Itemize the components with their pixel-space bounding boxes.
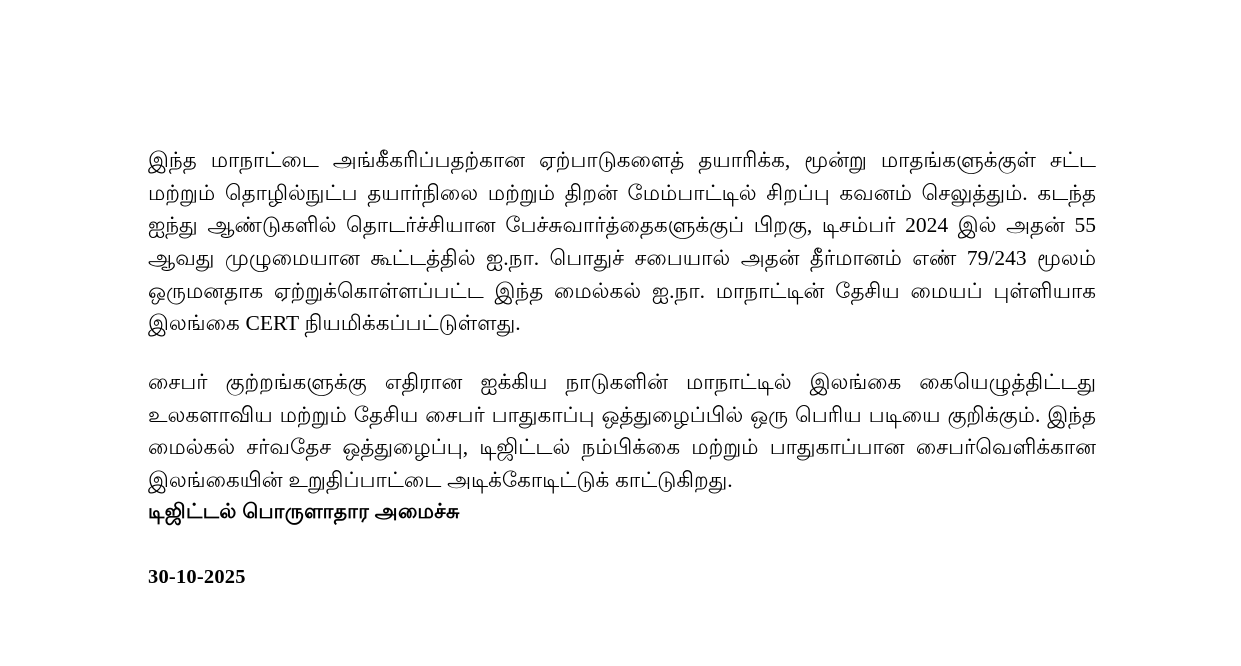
paragraph-1: இந்த மாநாட்டை அங்கீகரிப்பதற்கான ஏற்பாடுகளைத் தயாரிக்க, மூன்று மாதங்களுக்குள் சட்ட மற்றும் தொழில்நுட்ப தயார்நிலை மற்றும் திறன் மேம்பாட்டில் சிறப்பு கவனம் செலுத்தும். கடந்த ஐந்து ஆண்டுகளில் தொடர்ச்சியான பேச்சுவார்த்தைகளுக்குப் பிறகு, டிசம்பர் 2024 இல் அதன் 55 ஆவது முழுமையான கூட்டத்தில் ஐ.நா. பொதுச் சபையால் அதன் தீர்மானம் எண் 79/243 மூலம் ஒருமனதாக ஏற்றுக்கொள்ளப்பட்ட இந்த மைல்கல் ஐ.நா. மாநாட்டின் தேசிய மையப் புள்ளியாக இலங்கை CERT நியமிக்கப்பட்டுள்ளது. bbox=[148, 148, 1096, 336]
ministry-name: டிஜிட்டல் பொருளாதார அமைச்சு bbox=[148, 501, 460, 523]
document-body bbox=[148, 144, 1096, 497]
signature-block bbox=[148, 498, 1096, 591]
document-date: 30-10-2025 bbox=[148, 565, 246, 588]
paragraph-2: சைபர் குற்றங்களுக்கு எதிரான ஐக்கிய நாடுகளின் மாநாட்டில் இலங்கை கையெழுத்திட்டது உலகளாவிய மற்றும் தேசிய சைபர் பாதுகாப்பு ஒத்துழைப்பில் ஒரு பெரிய படியை குறிக்கும். இந்த மைல்கல் சர்வதேச ஒத்துழைப்பு, டிஜிட்டல் நம்பிக்கை மற்றும் பாதுகாப்பான சைபர்வெளிக்கான இலங்கையின் உறுதிப்பாட்டை அடிக்கோடிட்டுக் காட்டுகிறது. bbox=[148, 370, 1096, 493]
